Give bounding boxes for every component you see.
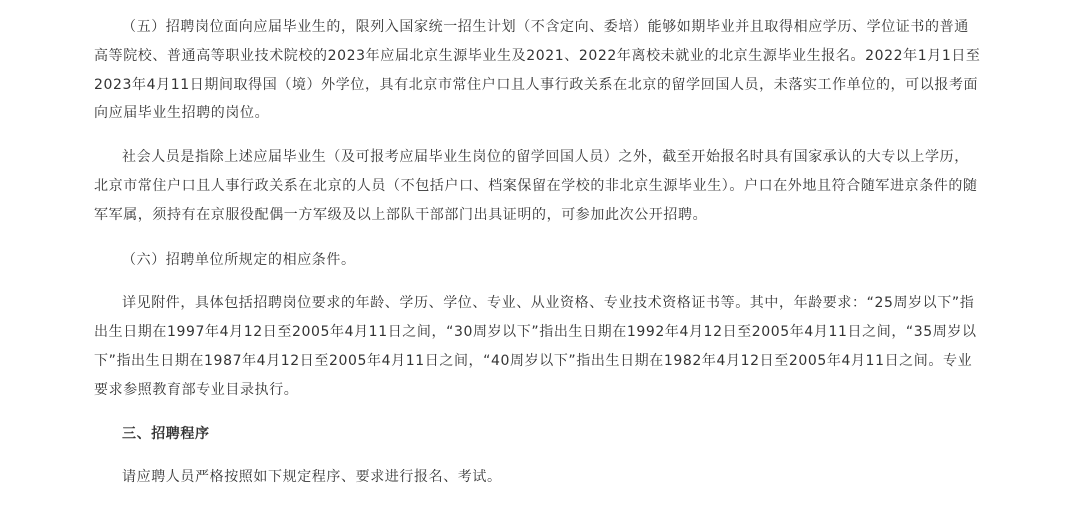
paragraph-graduate-eligibility: （五）招聘岗位面向应届毕业生的，限列入国家统一招生计划（不含定向、委培）能够如期毕业并且取得相应学历、学位证书的普通高等院校、普通高等职业技术院校的2023年应届北京生源毕业生及2021、2022年离校未就业的北京生源毕业生报名。2022年1月1日至2023年4月11日期间取得国（境）外学位，具有北京市常住户口且人事行政关系在北京的留学回国人员，未落实工作单位的，可以报考面向应届毕业生招聘的岗位。 xyxy=(94,19,981,122)
paragraph-unit-conditions: （六）招聘单位所规定的相应条件。 xyxy=(122,251,356,268)
paragraph-social-applicants: 社会人员是指除上述应届毕业生（及可报考应届毕业生岗位的留学回国人员）之外，截至开始报名时具有国家承认的大专以上学历，北京市常住户口且人事行政关系在北京的人员（不包括户口、档案保留在学校的非北京生源毕业生）。户口在外地且符合随军进京条件的随军军属，须持有在京服役配偶一方军级及以上部队干部部门出具证明的，可参加此次公开招聘。 xyxy=(94,149,978,223)
paragraph-age-requirements: 详见附件，具体包括招聘岗位要求的年龄、学历、学位、专业、从业资格、专业技术资格证书等。其中，年龄要求：“25周岁以下”指出生日期在1997年4月12日至2005年4月11日之间，“30周岁以下”指出生日期在1992年4月12日至2005年4月11日之间，“35周岁以下”指出生日期在1987年4月12日至2005年4月11日之间，“40周岁以下”指出生日期在1982年4月12日至2005年4月11日之间。专业要求参照教育部专业目录执行。 xyxy=(94,295,977,398)
article-body xyxy=(94,13,982,492)
paragraph-procedure-intro: 请应聘人员严格按照如下规定程序、要求进行报名、考试。 xyxy=(122,469,502,486)
section-heading-recruitment-procedure: 三、招聘程序 xyxy=(122,425,210,442)
